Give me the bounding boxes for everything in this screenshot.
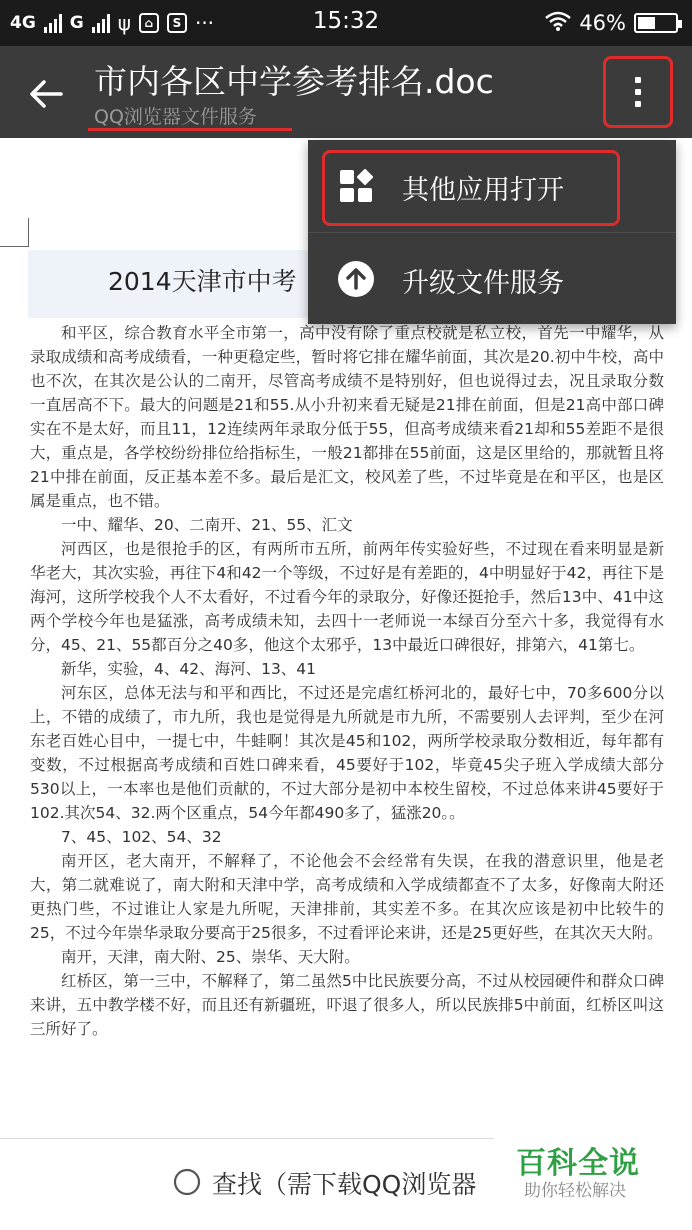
signal-icon-2	[92, 13, 110, 33]
more-notifications-icon: ···	[194, 11, 215, 35]
arrow-left-icon	[29, 79, 63, 109]
apps-grid-icon	[336, 166, 376, 206]
s-icon: S	[167, 13, 187, 33]
battery-icon	[634, 13, 678, 33]
clock: 15:32	[312, 8, 380, 34]
document-heading: 2014天津市中考	[108, 267, 297, 296]
upload-circle-icon	[336, 259, 376, 299]
paragraph: 一中、耀华、20、二南开、21、55、汇文	[61, 516, 353, 534]
watermark-subtitle: 助你轻松解决	[524, 1181, 626, 1201]
menu-item-open-with-other-app[interactable]	[308, 140, 676, 232]
title-bar	[0, 46, 692, 138]
document-subtitle: QQ浏览器文件服务	[94, 106, 257, 128]
network-g-label: G	[69, 13, 84, 33]
status-bar	[0, 0, 692, 46]
annotation-underline	[88, 128, 292, 131]
wifi-icon	[545, 11, 571, 36]
overflow-menu	[308, 140, 676, 324]
watermark-logo	[494, 1128, 692, 1230]
more-vertical-icon	[635, 77, 641, 83]
watermark-title: 百科全说	[516, 1146, 640, 1181]
document-title: 市内各区中学参考排名.doc	[94, 62, 494, 101]
paragraph: 河西区，也是很抢手的区，有两所市五所，前两年传实验好些，不过现在看来明显是新华老大，其次实验，再往下4和42一个等级，不过好是有差距的，4中明显好于42，再往下是海河，这所学校我个人不太看好，不过看今年的录取分，好像还挺抢手，然后13中、41中这两个学校今年也是猛涨，高考成绩未知，去四十一老师说一本绿百分至六十多，我觉得有水分，45、21、55都百分之40多，他这个太邪乎，13中最近口碑很好，排第六，41第七。	[30, 540, 664, 654]
more-options-button[interactable]	[603, 56, 673, 128]
menu-item-label: 升级文件服务	[402, 268, 564, 299]
page-corner-mark-h	[0, 246, 29, 247]
network-4g-label: 4G	[10, 13, 36, 33]
status-right	[545, 8, 678, 38]
paragraph: 南开区，老大南开，不解释了，不论他会不会经常有失误，在我的潜意识里，他是老大，第二就难说了，南大附和天津中学，高考成绩和入学成绩都查不了太多，好像南大附还更热门些，不过谁让人家是九所呢，天津排前，其实差不多。在其次应该是初中比较牛的25，不过今年崇华录取分要高于25很多，不过看评论来讲，还是25更好些，在其次天大附。	[30, 852, 664, 942]
document-body	[30, 321, 664, 1041]
usb-icon: ψ	[117, 11, 131, 35]
paragraph: 和平区，综合教育水平全市第一，高中没有除了重点校就是私立校，首先一中耀华，从录取成绩和高考成绩看，一种更稳定些，暂时将它排在耀华前面，其次是20.初中牛校，高中也不次，在其次是公认的二南开，尽管高考成绩不是特别好，但也说得过去，况且录取分数一直居高不下。最大的问题是21和55.从小升初来看无疑是21排在前面，但是21高中部口碑实在不是太好，而且11，12连续两年录取分低于55，但高考成绩来看21却和55差距不是很大，重点是，各学校纷纷排位给指标生，一般21都排在55前面，这是区里给的，那就暂且将21中排在前面，反正基本差不多。最后是汇文，校风差了些，不过毕竟是在和平区，也是区属是重点，也不错。	[30, 324, 664, 510]
battery-percent: 46%	[579, 11, 626, 35]
back-button[interactable]	[22, 70, 70, 118]
menu-item-upgrade-file-service[interactable]	[308, 232, 676, 324]
signal-icon	[44, 13, 62, 33]
find-label: 查找（需下载QQ浏览器	[212, 1170, 477, 1199]
paragraph: 红桥区，第一三中，不解释了，第二虽然5中比民族要分高，不过从校园硬件和群众口碑来讲，五中教学楼不好，而且还有新疆班，吓退了很多人，所以民族排5中前面，红桥区叫这三所好了。	[30, 972, 664, 1038]
paragraph: 新华，实验，4、42、海河、13、41	[61, 660, 317, 678]
notification-icon: ⌂	[139, 13, 159, 33]
menu-item-label: 其他应用打开	[402, 175, 564, 206]
paragraph: 河东区，总体无法与和平和西比，不过还是完虐红桥河北的，最好七中，70多600分以上，不错的成绩了，市九所，我也是觉得是九所就是市九所，不需要别人去评判，至少在河东老百姓心目中，一提七中，牛蛙啊！其次是45和102，两所学校录取分数相近，每年都有变数，不过根据高考成绩和百姓口碑来看，45要好于102，毕竟45尖子班入学成绩大部分530以上，一本率也是他们贡献的，不过大部分是初中本校生留校，不过总体来讲45要好于102.其次54、32.两个区重点，54今年都490多了，猛涨20。。	[30, 684, 664, 822]
paragraph: 南开，天津，南大附、25、崇华、天大附。	[61, 948, 360, 966]
find-button[interactable]	[172, 1165, 476, 1201]
page-corner-mark	[28, 218, 29, 246]
search-icon	[172, 1167, 204, 1199]
status-left	[10, 8, 214, 38]
paragraph: 7、45、102、54、32	[61, 828, 222, 846]
